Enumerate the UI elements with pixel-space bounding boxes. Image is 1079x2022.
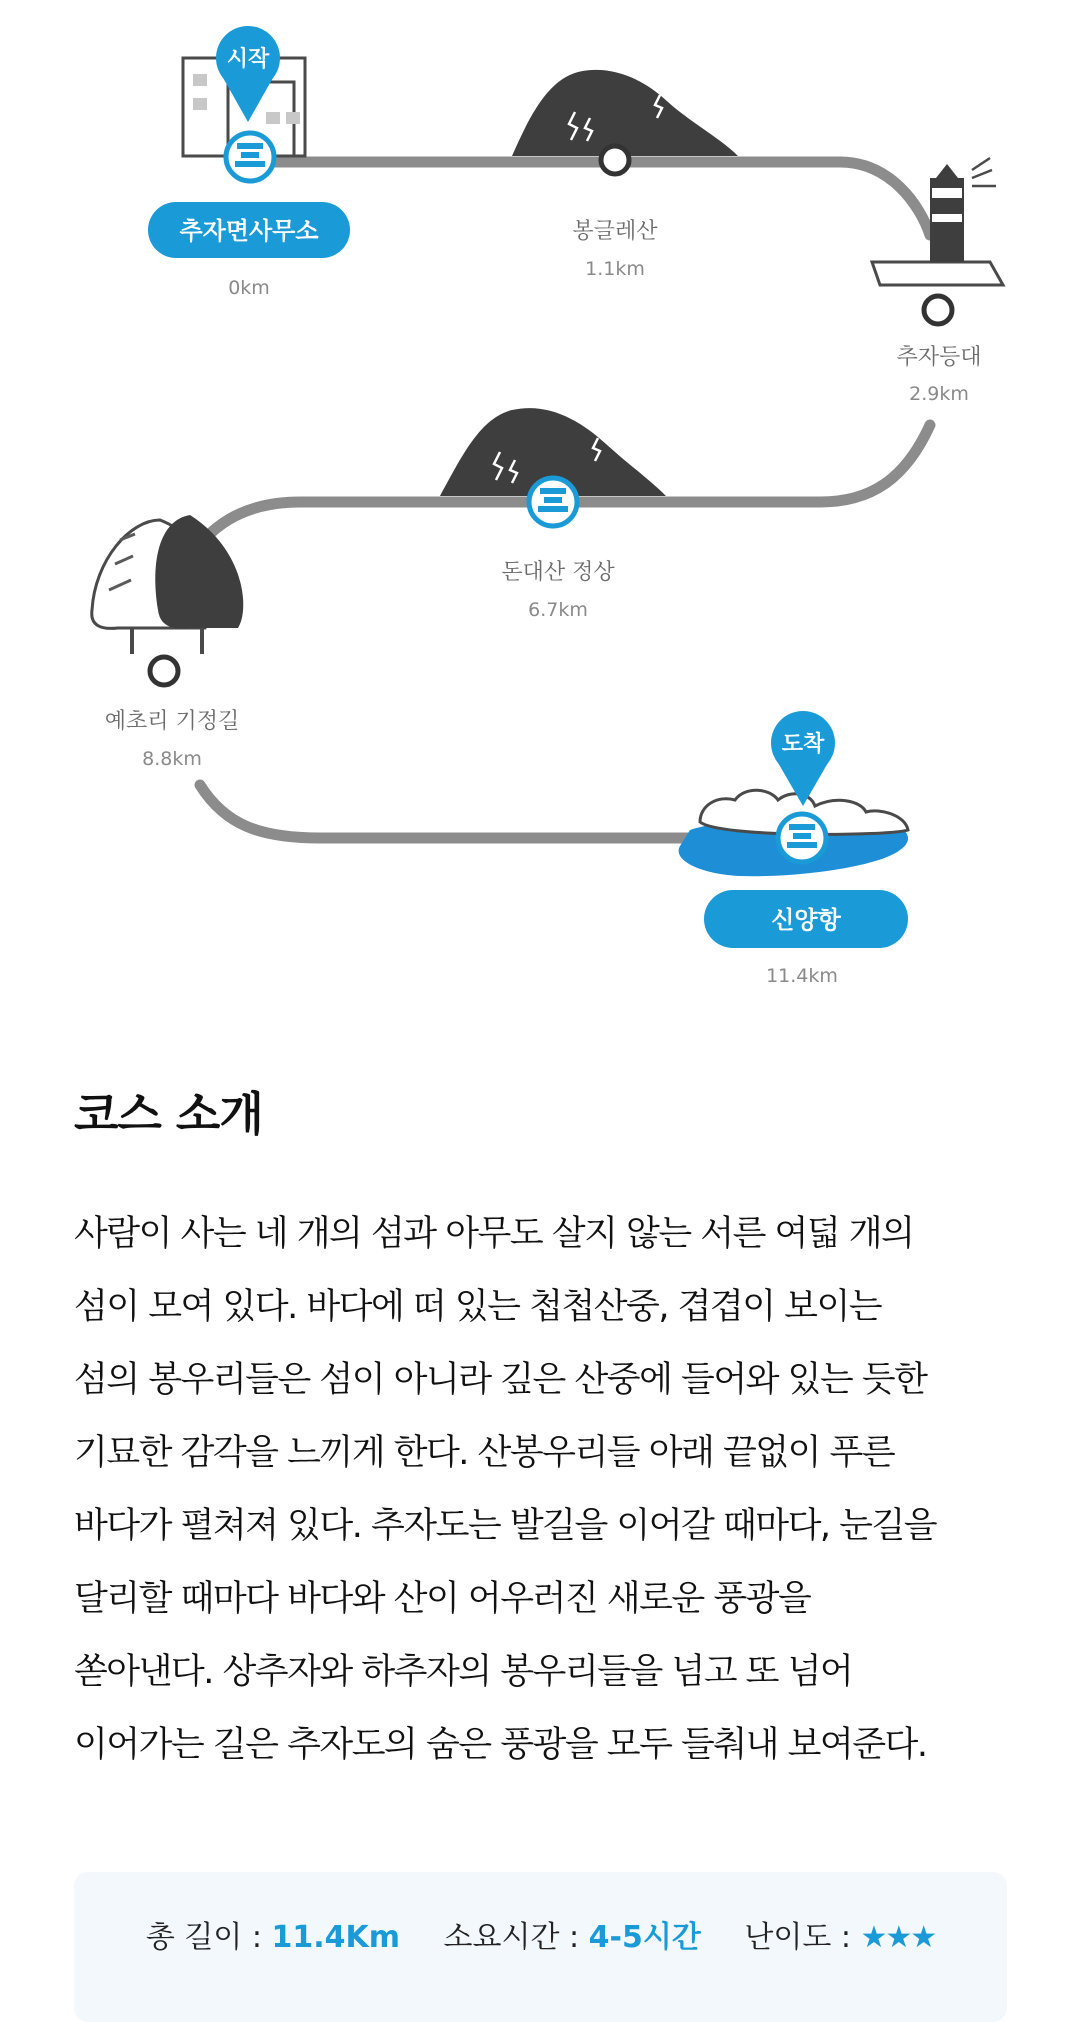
stop-name: 돈대산 정상 <box>501 560 615 585</box>
stop-name: 추자면사무소 <box>179 217 319 245</box>
stop-name: 추자등대 <box>896 345 982 370</box>
description-line: 쏟아낸다. 상추자와 하추자의 봉우리들을 넘고 또 넘어 <box>74 1652 853 1692</box>
stop-name: 예초리 기정길 <box>104 709 240 734</box>
time-label: 소요시간 : <box>443 1920 589 1955</box>
start-stop-pill[interactable] <box>148 202 350 258</box>
start-pin-label: 시작 <box>226 47 270 72</box>
course-info-box <box>74 1872 1007 2022</box>
end-pin <box>771 711 835 806</box>
difficulty-label: 난이도 : <box>744 1920 861 1955</box>
description-line: 달리할 때마다 바다와 산이 어우러진 새로운 풍광을 <box>74 1579 811 1619</box>
length-value: 11.4Km <box>271 1920 400 1955</box>
description-line: 섬의 봉우리들은 섬이 아니라 깊은 산중에 들어와 있는 듯한 <box>74 1360 927 1400</box>
description-line: 기묘한 감각을 느끼게 한다. 산봉우리들 아래 끝없이 푸른 <box>74 1433 895 1473</box>
end-stop-pill[interactable] <box>704 890 908 948</box>
stop-name: 봉글레산 <box>572 219 658 244</box>
description-line: 섬이 모여 있다. 바다에 떠 있는 첩첩산중, 겹겹이 보이는 <box>74 1287 882 1327</box>
description-line: 이어가는 길은 추자도의 숨은 풍광을 모두 들춰내 보여준다. <box>74 1725 927 1765</box>
mountain-icon <box>512 70 738 156</box>
stop-distance: 1.1km <box>585 258 645 280</box>
end-pin-label: 도착 <box>781 732 825 757</box>
course-route-map <box>0 0 1079 1010</box>
stop-distance: 6.7km <box>528 599 588 621</box>
stop-name: 신양항 <box>771 906 841 934</box>
stop-marker-2[interactable] <box>601 146 629 174</box>
tree-icon <box>92 515 244 654</box>
stop-distance: 0km <box>228 277 270 299</box>
stop-distance: 11.4km <box>766 965 838 987</box>
time-value: 4-5시간 <box>588 1920 701 1955</box>
section-title: 코스 소개 <box>74 1087 263 1141</box>
course-info-row <box>74 1912 1007 1956</box>
length-label: 총 길이 : <box>145 1920 272 1955</box>
description-line: 사람이 사는 네 개의 섬과 아무도 살지 않는 서른 여덟 개의 <box>74 1214 914 1254</box>
description-line: 바다가 펼쳐져 있다. 추자도는 발길을 이어갈 때마다, 눈길을 <box>74 1506 937 1546</box>
course-description <box>74 1198 1014 1782</box>
stop-marker-5[interactable] <box>150 657 178 685</box>
difficulty-stars-icon: ★★★ <box>860 1920 936 1955</box>
stop-distance: 2.9km <box>909 383 969 405</box>
stop-marker-3[interactable] <box>924 296 952 324</box>
stop-distance: 8.8km <box>142 748 202 770</box>
